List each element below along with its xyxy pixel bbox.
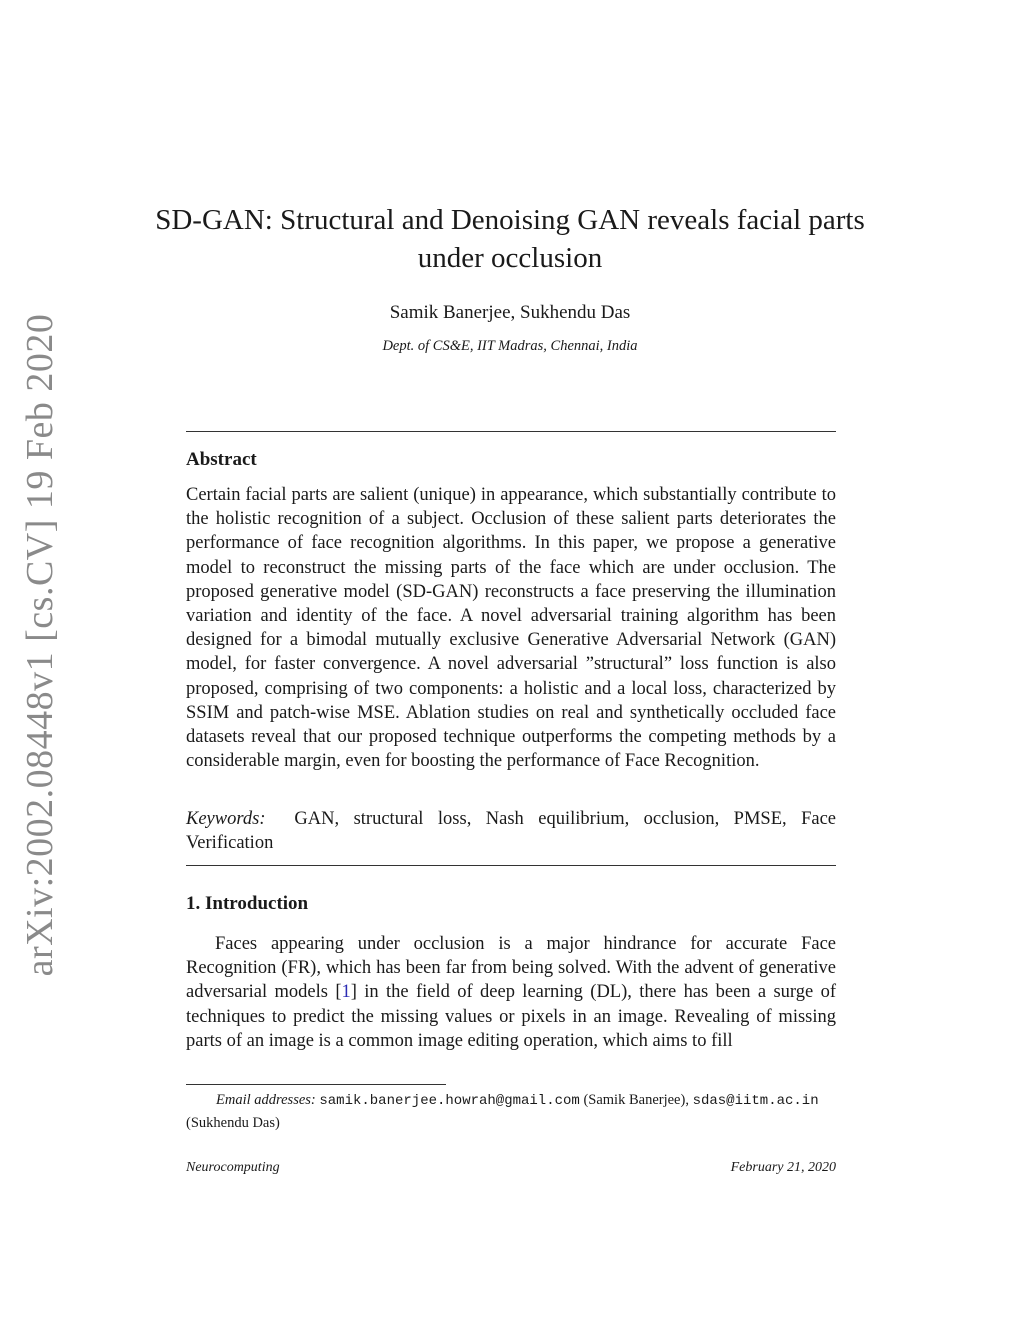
footnote-name2: (Sukhendu Das) <box>186 1115 280 1131</box>
affiliation: Dept. of CS&E, IIT Madras, Chennai, India <box>382 338 638 354</box>
paper-title: SD-GAN: Structural and Denoising GAN reveals facial parts under occlusion <box>155 204 865 274</box>
intro-text-part1: Faces appearing under occlusion is a major hindrance for accurate Face Recognition (FR), which has been far from being solved. With the advent of generative adversarial models [ <box>186 934 836 1003</box>
footer-date: February 21, 2020 <box>730 1160 836 1175</box>
keywords <box>186 807 836 855</box>
abstract-bottom-rule <box>186 865 836 866</box>
footnote-label: Email addresses: <box>216 1092 316 1108</box>
keywords-text: GAN, structural loss, Nash equilibrium, occlusion, PMSE, Face Verification <box>186 809 837 854</box>
citation-link[interactable]: 1 <box>341 982 351 1003</box>
footnote-name1: (Samik Banerjee), <box>583 1092 689 1108</box>
introduction-text <box>186 932 836 1053</box>
keywords-label: Keywords: <box>186 809 266 829</box>
email-sdas[interactable]: sdas@iitm.ac.in <box>692 1093 819 1109</box>
introduction-heading: 1. Introduction <box>186 893 309 914</box>
footer-journal: Neurocomputing <box>186 1160 280 1175</box>
email-samik[interactable]: samik.banerjee.howrah@gmail.com <box>319 1093 580 1109</box>
abstract-top-rule <box>186 431 836 432</box>
footnote <box>186 1089 836 1134</box>
abstract-text: Certain facial parts are salient (unique) in appearance, which substantially contribute to the holistic recognition of a subject. Occlusion of these salient parts deteriorates the performance of face recognition algorithms. In this paper, we propose a generative model to reconstruct the missing parts of the face which are under occlusion. The proposed generative model (SD-GAN) reconstructs a face preserving the illumination variation and identity of the face. A novel adversarial training algorithm has been designed for a bimodal mutually exclusive Generative Adversarial Network (GAN) model, for faster convergence. A novel adversarial ”structural” loss function is also proposed, comprising of two components: a holistic and a local loss, characterized by SSIM and patch-wise MSE. Ablation studies on real and synthetically occluded face datasets reveal that our proposed technique outperforms the competing methods by a considerable margin, even for boosting the performance of Face Recognition. <box>186 485 836 772</box>
footnote-rule <box>186 1084 446 1085</box>
arxiv-stamp: arXiv:2002.08448v1 [cs.CV] 19 Feb 2020 <box>19 313 61 977</box>
author-list: Samik Banerjee, Sukhendu Das <box>389 302 631 323</box>
abstract-heading: Abstract <box>186 449 257 470</box>
intro-text-part2: ] in the field of deep learning (DL), there has been a surge of techniques to predict the missing values or pixels in an image. Revealing of missing parts of an image is a common image editing operation, which aims to fill <box>186 982 836 1051</box>
